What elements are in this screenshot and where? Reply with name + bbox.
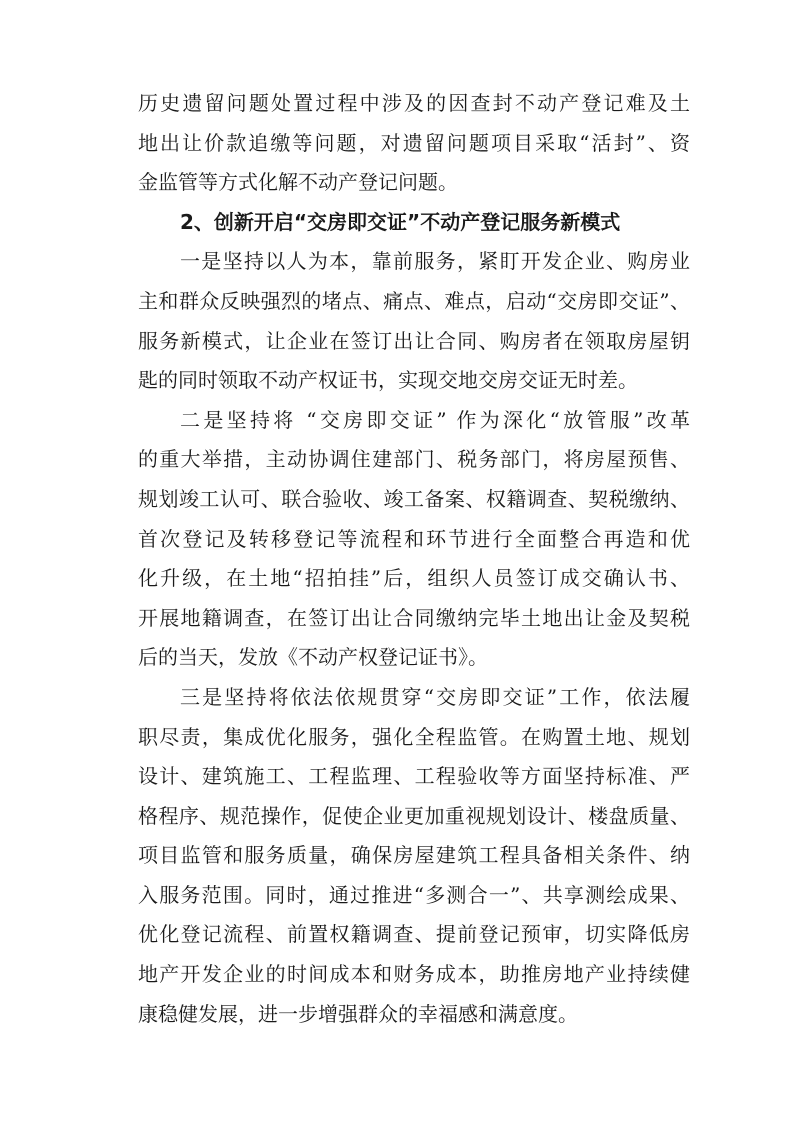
text-line: 历史遗留问题处置过程中涉及的因查封不动产登记难及土 bbox=[138, 91, 690, 115]
text-line: 首次登记及转移登记等流程和环节进行全面整合再造和优 bbox=[138, 526, 690, 551]
text-line: 入服务范围。同时，通过推进“多测合一”、共享测绘成果、 bbox=[138, 882, 690, 907]
text-line: 格程序、规范操作，促使企业更加重视规划设计、楼盘质量、 bbox=[138, 803, 690, 828]
text-line: 二是坚持将 “交房即交证” 作为深化“放管服”改革 bbox=[180, 407, 690, 432]
text-line: 优化登记流程、前置权籍调查、提前登记预审，切实降低房 bbox=[138, 922, 690, 947]
document-page bbox=[138, 84, 690, 1034]
text-line: 的重大举措，主动协调住建部门、税务部门，将房屋预售、 bbox=[138, 447, 690, 472]
text-line: 职尽责，集成优化服务，强化全程监管。在购置土地、规划 bbox=[138, 724, 690, 749]
text-line: 服务新模式，让企业在签订出让合同、购房者在领取房屋钥 bbox=[138, 328, 690, 353]
text-line: 规划竣工认可、联合验收、竣工备案、权籍调查、契税缴纳、 bbox=[138, 486, 690, 511]
heading-line: 2、创新开启“交房即交证”不动产登记服务新模式 bbox=[180, 209, 621, 234]
paragraph-point-two bbox=[138, 401, 690, 678]
text-line: 主和群众反映强烈的堵点、痛点、难点，启动“交房即交证”、 bbox=[138, 288, 690, 313]
text-line: 地出让价款追缴等问题，对遗留问题项目采取“活封”、资 bbox=[138, 130, 690, 155]
text-line: 一是坚持以人为本，靠前服务，紧盯开发企业、购房业 bbox=[180, 249, 690, 274]
text-line: 三是坚持将依法依规贯穿“交房即交证”工作，依法履 bbox=[180, 684, 690, 709]
text-line: 开展地籍调查，在签订出让合同缴纳完毕土地出让金及契税 bbox=[138, 605, 690, 630]
text-line: 金监管等方式化解不动产登记问题。 bbox=[138, 170, 458, 195]
text-line: 匙的同时领取不动产权证书，实现交地交房交证无时差。 bbox=[138, 368, 638, 393]
section-heading bbox=[138, 203, 690, 243]
paragraph-point-three bbox=[138, 678, 690, 1034]
paragraph-point-one bbox=[138, 242, 690, 400]
text-line: 地产开发企业的时间成本和财务成本，助推房地产业持续健 bbox=[138, 962, 690, 987]
text-line: 康稳健发展，进一步增强群众的幸福感和满意度。 bbox=[138, 1001, 578, 1026]
text-line: 化升级，在土地“招拍挂”后，组织人员签订成交确认书、 bbox=[138, 566, 690, 591]
text-line: 后的当天，发放《不动产权登记证书》。 bbox=[138, 645, 488, 670]
text-line: 设计、建筑施工、工程监理、工程验收等方面坚持标准、严 bbox=[138, 764, 690, 789]
paragraph-continuation bbox=[138, 84, 690, 203]
text-line: 项目监管和服务质量，确保房屋建筑工程具备相关条件、纳 bbox=[138, 843, 690, 868]
